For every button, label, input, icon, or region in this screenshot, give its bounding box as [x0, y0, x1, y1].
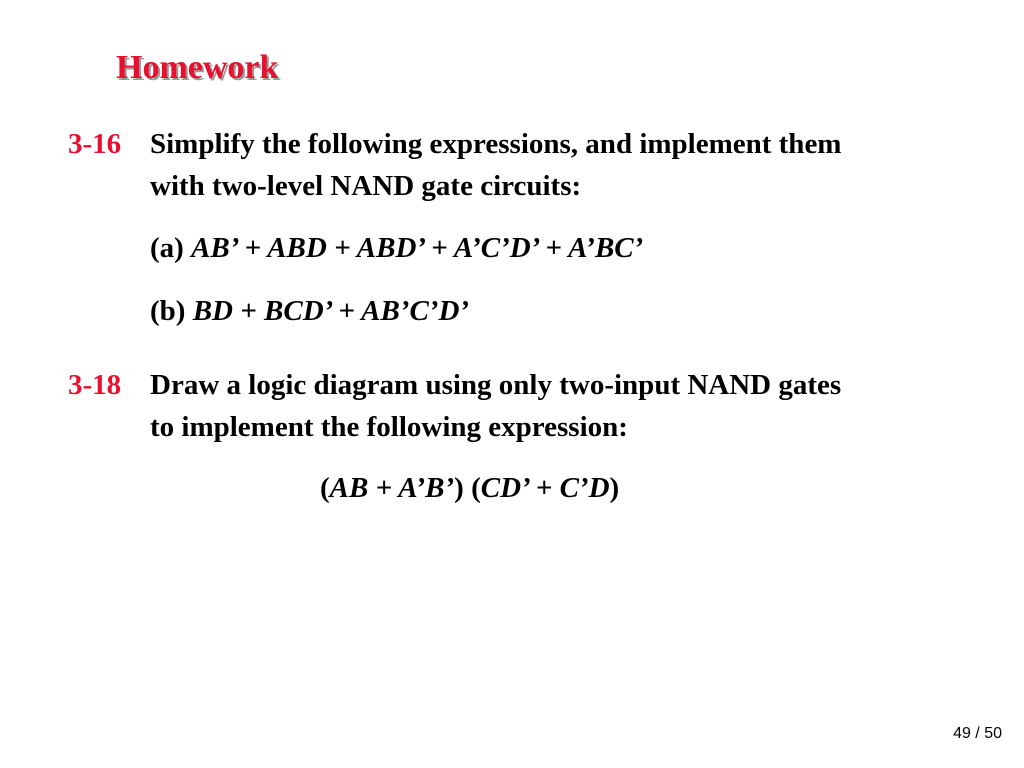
- problem-statement: [150, 364, 980, 448]
- open-paren: (: [463, 472, 481, 504]
- target-expression: [320, 467, 619, 509]
- current-page: 49: [953, 725, 971, 742]
- boolean-expression: AB’ + ABD + ABD’ + A’C’D’ + A’BC’: [191, 232, 644, 264]
- part-b: [150, 290, 469, 332]
- problem-line: Draw a logic diagram using only two-input NAND gates: [150, 369, 842, 401]
- total-pages: 50: [984, 725, 1002, 742]
- expression-term: AB + A’B’: [329, 472, 455, 504]
- problem-statement: [150, 123, 980, 207]
- problem-number: 3-16: [68, 128, 122, 160]
- problem-line: to implement the following expression:: [150, 411, 628, 443]
- page-separator: /: [970, 725, 985, 742]
- problem-number: 3-18: [68, 369, 122, 401]
- problem-line: Simplify the following expressions, and implement them: [150, 128, 842, 160]
- problem-line: with two-level NAND gate circuits:: [150, 170, 582, 202]
- slide-title: Homework: [116, 49, 279, 86]
- open-paren: (: [320, 472, 330, 504]
- close-paren: ): [454, 472, 464, 504]
- part-a: [150, 227, 643, 269]
- expression-term: CD’ + C’D: [480, 472, 610, 504]
- close-paren: ): [609, 472, 620, 504]
- part-label: (a): [150, 232, 184, 264]
- boolean-expression: BD + BCD’ + AB’C’D’: [192, 295, 470, 327]
- part-label: (b): [150, 295, 186, 327]
- page-number: [953, 724, 1002, 744]
